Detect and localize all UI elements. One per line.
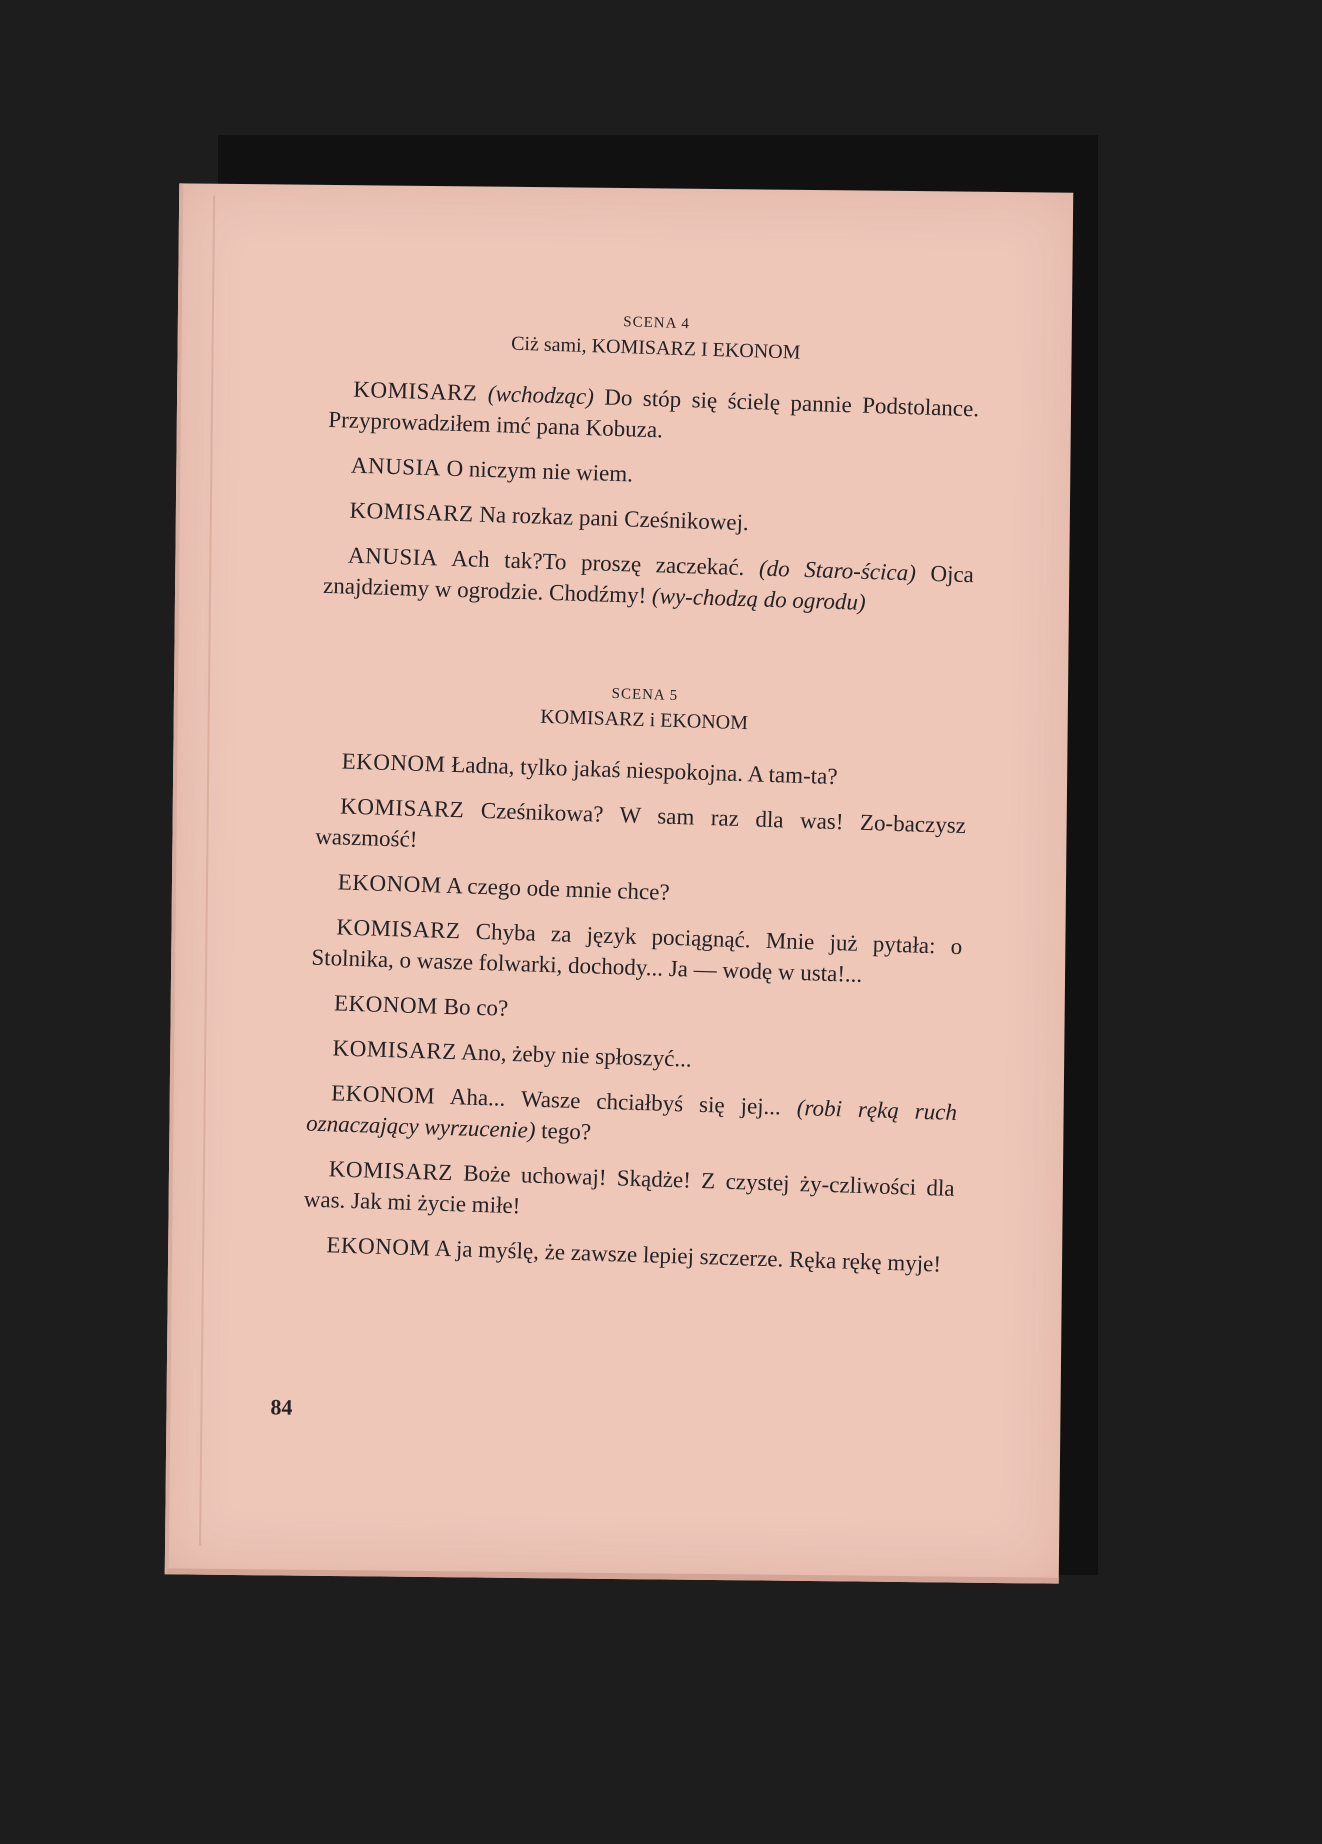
dialogue-line: [310, 987, 961, 1038]
dialogue-line: [308, 1032, 959, 1083]
book-page: [165, 183, 1074, 1583]
dialogue-text: Cześnikowa? W sam raz dla was! Zo-baczysz waszmość!: [314, 797, 967, 852]
dialogue-text: Aha... Wasze chciałbyś się jej...: [449, 1084, 782, 1120]
dialogue-line: [325, 494, 976, 545]
dialogue-line: [315, 790, 967, 872]
dialogue-text: Ładna, tylko jakaś niespokojna. A tam-ta?: [450, 751, 838, 790]
speaker-name: KOMISARZ: [349, 497, 475, 527]
dialogue-line: [306, 1077, 958, 1159]
speaker-name: ANUSIA: [347, 542, 439, 571]
dialogue-text: Chyba za język pociągnąć. Mnie już pytała: o Stolnika, o wasze folwarki, dochody... Ja — wodę w usta!...: [311, 918, 963, 987]
speaker-name: KOMISARZ: [328, 1156, 454, 1186]
page-number: 84: [270, 1394, 293, 1420]
dialogue-text: Na rozkaz pani Cześnikowej.: [478, 501, 750, 536]
speaker-name: EKONOM: [333, 990, 439, 1019]
scene-5-cast: KOMISARZ i EKONOM: [539, 705, 749, 735]
speaker-name: ANUSIA: [350, 452, 442, 481]
speaker-name: EKONOM: [341, 748, 446, 777]
dialogue-text: Do stóp się ścielę pannie Podstolance. Przyprowadziłem imć pana Kobuza.: [328, 384, 980, 443]
dialogue-line: [323, 539, 975, 621]
page-edge: [199, 196, 215, 1546]
dialogue-text: tego?: [540, 1117, 592, 1145]
dialogue-text: A ja myślę, że zawsze lepiej szczerze. Ręka rękę myje!: [434, 1235, 942, 1277]
dialogue-text: Boże uchowaj! Skądże! Z czystej ży-czliwości dla was. Jak mi życie miłe!: [303, 1160, 955, 1219]
speaker-name: KOMISARZ: [332, 1035, 458, 1065]
speaker-name: KOMISARZ: [352, 376, 478, 406]
dialogue-line: [328, 373, 980, 455]
dialogue-line: [327, 449, 978, 500]
dialogue-line: [311, 911, 963, 993]
stage-direction: (wy-chodzą do ogrodu): [651, 583, 867, 615]
speaker-name: EKONOM: [337, 869, 443, 898]
speaker-name: KOMISARZ: [336, 914, 461, 944]
page-text: [302, 303, 982, 1294]
scene-4-cast: Ciż sami, KOMISARZ I EKONOM: [510, 332, 801, 364]
speaker-name: KOMISARZ: [339, 793, 465, 823]
stage-direction: (robi ręką ruch oznaczający wyrzucenie): [305, 1094, 958, 1143]
speaker-name: EKONOM: [326, 1232, 431, 1261]
scene-5-dialogue: [302, 745, 968, 1280]
dialogue-text: A czego ode mnie chce?: [445, 872, 671, 905]
scene-4-number: SCENA 4: [623, 314, 691, 333]
dialogue-text: O niczym nie wiem.: [446, 455, 634, 487]
dialogue-text: Ojca znajdziemy w ogrodzie. Chodźmy!: [322, 560, 975, 608]
dialogue-text: Bo co?: [443, 993, 509, 1021]
dialogue-text: Ach tak?To proszę zaczekać.: [450, 545, 745, 581]
scene-4-dialogue: [323, 373, 980, 621]
dialogue-text: Ano, żeby nie spłoszyć...: [460, 1039, 693, 1072]
scene-5-number: SCENA 5: [611, 685, 679, 705]
stage-direction: (wchodząc): [487, 380, 595, 410]
dialogue-line: [302, 1229, 953, 1280]
dialogue-line: [313, 866, 964, 917]
dialogue-line: [317, 745, 968, 796]
stage-direction: (do Staro-ścica): [758, 555, 917, 586]
dialogue-line: [303, 1153, 955, 1235]
speaker-name: EKONOM: [330, 1080, 436, 1109]
